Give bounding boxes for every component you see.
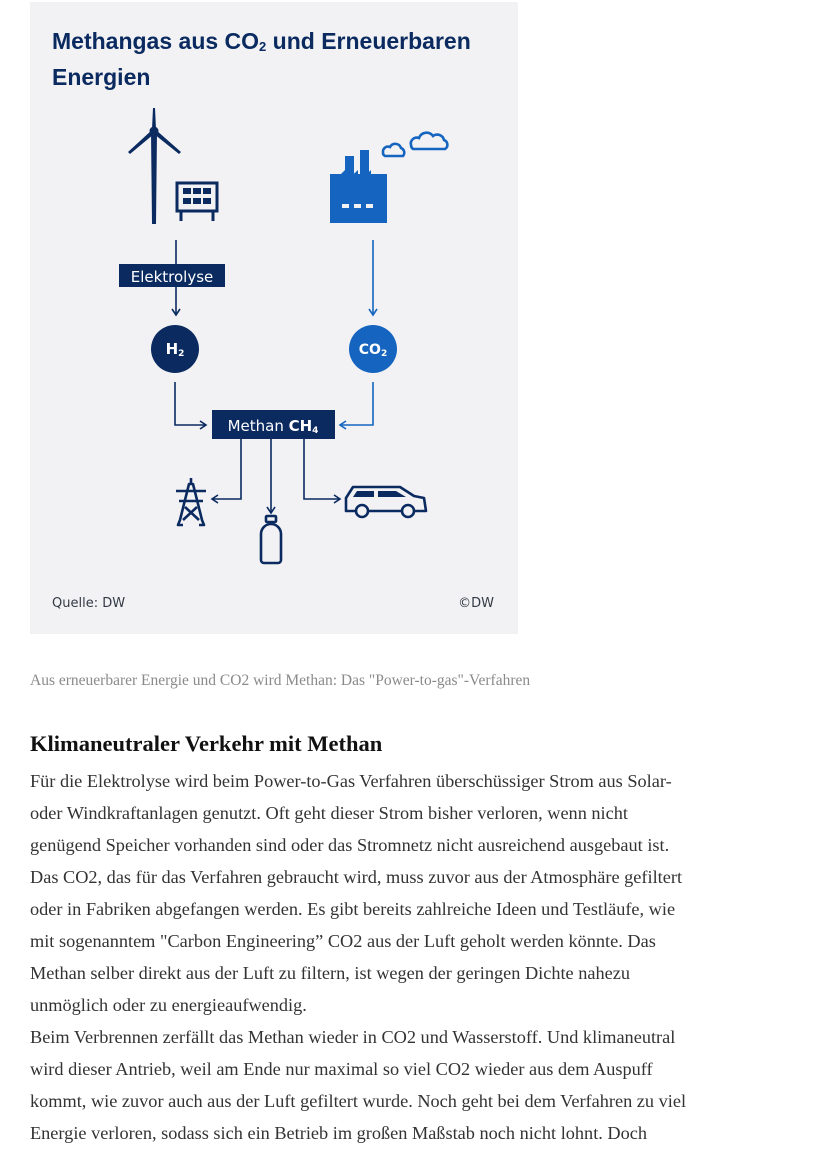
image-caption: Aus erneuerbarer Energie und CO2 wird Methan: Das "Power-to-gas"-Verfahren	[30, 672, 531, 689]
arrow-methan-to-power-grid	[212, 439, 241, 499]
infographic	[30, 2, 518, 634]
factory-icon	[330, 133, 447, 223]
co2-subscript: 2	[380, 349, 388, 359]
power-pylon-icon	[176, 478, 206, 525]
elektrolyse-label: Elektrolyse	[130, 268, 214, 286]
methan-formula: CH	[288, 417, 313, 435]
arrow-h2-to-methan	[175, 382, 206, 425]
svg-text:Methan CH4	[228, 417, 319, 436]
article-line: oder in Fabriken abgefangen werden. Es gibt bereits zahlreiche Ideen und Testläufe, wie	[30, 899, 676, 919]
article-line: Energie verloren, sodass sich ein Betrieb im großen Maßstab noch nicht lohnt. Doch	[30, 1123, 648, 1143]
arrow-co2-to-methan	[340, 382, 373, 425]
co2-node	[349, 325, 397, 373]
infographic-title: Methangas aus $CO_2$ und Erneuerbaren Energien	[52, 28, 471, 90]
solar-panel-icon	[177, 183, 217, 221]
article-line: Methan selber direkt aus der Luft zu filtern, ist wegen der geringen Dichte nahezu	[30, 963, 631, 983]
power-to-gas-diagram	[30, 2, 518, 634]
h2-node	[151, 325, 199, 373]
article-line: Für die Elektrolyse wird beim Power-to-Gas Verfahren überschüssiger Strom aus Solar-	[30, 771, 672, 791]
article-line: unmöglich oder zu energieaufwendig.	[30, 995, 307, 1015]
article-heading: Klimaneutraler Verkehr mit Methan	[30, 731, 383, 756]
methan-label: Methan	[227, 417, 289, 435]
article-line: kommt, wie zuvor auch aus der Luft gefiltert wurde. Noch geht bei dem Verfahren zu viel	[30, 1091, 687, 1111]
article-line: wird dieser Antrieb, weil am Ende nur maximal so viel CO2 wieder aus dem Auspuff	[30, 1059, 653, 1079]
h2-subscript: 2	[178, 349, 185, 359]
car-icon	[346, 487, 426, 517]
article-line: mit sogenanntem "Carbon Engineering” CO2 aus der Luft geholt werden könnte. Das	[30, 931, 656, 951]
elektrolyse-box	[119, 264, 225, 287]
gas-cylinder-icon	[261, 516, 281, 563]
h2-label: H	[165, 340, 179, 358]
article-body	[30, 765, 820, 1149]
arrow-methan-to-car	[304, 439, 340, 499]
article-line: oder Windkraftanlagen genutzt. Oft geht dieser Strom bisher verloren, wenn nicht	[30, 803, 628, 823]
article-line: Das CO2, das für das Verfahren gebraucht wird, muss zuvor aus der Atmosphäre gefiltert	[30, 867, 683, 887]
infographic-source: Quelle: DW	[52, 596, 126, 611]
co2-label: CO	[358, 342, 381, 358]
wind-turbine-icon	[128, 108, 181, 224]
article-line: Beim Verbrennen zerfällt das Methan wieder in CO2 und Wasserstoff. Und klimaneutral	[30, 1027, 676, 1047]
methan-box	[212, 410, 335, 439]
methan-subscript: 4	[312, 426, 319, 436]
article-line: genügend Speicher vorhanden sind oder das Stromnetz nicht ausreichend ausgebaut ist.	[30, 835, 670, 855]
infographic-copyright: ©DW	[458, 596, 494, 611]
